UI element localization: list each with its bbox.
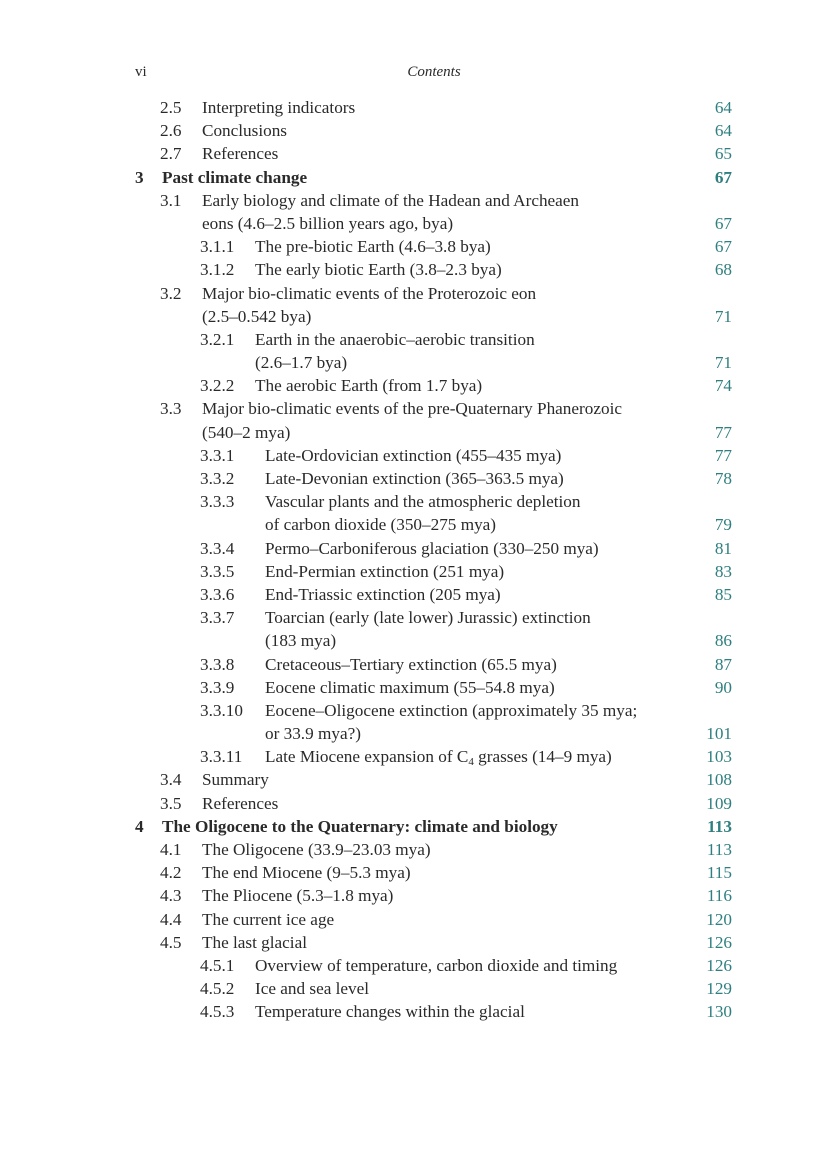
toc-entry-number: 4.4 — [160, 909, 182, 929]
toc-entry-number: 4 — [135, 816, 144, 836]
toc-entry — [0, 305, 823, 328]
table-of-contents — [0, 96, 823, 1024]
toc-entry-title: Permo–Carboniferous glaciation (330–250 mya) — [265, 538, 599, 558]
toc-entry-title: Early biology and climate of the Hadean and Archeaen — [202, 190, 580, 210]
toc-entry-number: 4.2 — [160, 863, 182, 883]
toc-entry-title: The pre-biotic Earth (4.6–3.8 bya) — [255, 237, 491, 257]
toc-entry-number: 3.4 — [160, 770, 182, 790]
toc-page-link[interactable]: 78 — [714, 469, 732, 488]
toc-entry-title: (540–2 mya) — [202, 422, 291, 442]
toc-entry — [0, 328, 823, 351]
toc-entry-title: The Oligocene (33.9–23.03 mya) — [202, 840, 431, 859]
toc-entry-number: 4.1 — [160, 840, 182, 859]
toc-entry-number: 3 — [135, 167, 144, 187]
toc-entry-title: The Pliocene (5.3–1.8 mya) — [202, 886, 394, 906]
toc-entry-title: Late-Devonian extinction (365–363.5 mya) — [265, 469, 564, 488]
toc-page-link[interactable]: 67 — [714, 167, 732, 187]
toc-entry-title: Past climate change — [162, 167, 308, 187]
toc-entry-number: 2.6 — [160, 121, 182, 141]
toc-entry-number: 3.3.3 — [200, 492, 235, 512]
toc-page-link[interactable]: 126 — [706, 955, 732, 975]
toc-entry — [0, 397, 823, 420]
toc-page-link[interactable]: 130 — [706, 1002, 732, 1022]
toc-entry-title: eons (4.6–2.5 billion years ago, bya) — [202, 213, 454, 233]
toc-page-link[interactable]: 120 — [706, 909, 732, 929]
toc-entry-number: 4.5 — [160, 932, 182, 952]
toc-entry — [0, 838, 823, 861]
toc-entry — [0, 142, 823, 165]
toc-entry — [0, 861, 823, 884]
toc-chapter-entry — [0, 815, 823, 838]
toc-entry-title: Ice and sea level — [255, 979, 370, 999]
toc-entry-title: The early biotic Earth (3.8–2.3 bya) — [255, 260, 502, 280]
toc-entry-title-part: grasses (14–9 mya) — [473, 747, 612, 767]
toc-entry — [0, 583, 823, 606]
toc-entry-number: 2.5 — [160, 98, 182, 117]
toc-entry — [0, 745, 823, 768]
toc-page-link[interactable]: 101 — [706, 724, 732, 744]
toc-entry-number: 3.3.11 — [200, 747, 243, 767]
toc-page-link[interactable]: 77 — [714, 422, 732, 442]
toc-entry — [0, 537, 823, 560]
toc-entry — [0, 119, 823, 142]
toc-entry — [0, 606, 823, 629]
toc-entry — [0, 560, 823, 583]
page-number: vi — [135, 64, 147, 80]
toc-entry-title: References — [202, 793, 279, 813]
toc-entry — [0, 351, 823, 374]
toc-entry — [0, 768, 823, 791]
running-header — [135, 64, 733, 86]
toc-entry-title: Major bio-climatic events of the pre-Quaternary Phanerozoic — [202, 399, 622, 419]
toc-entry-number: 3.1.1 — [200, 237, 235, 257]
toc-entry — [0, 908, 823, 931]
toc-entry-title: The aerobic Earth (from 1.7 bya) — [255, 376, 483, 396]
toc-page-link[interactable]: 87 — [714, 654, 732, 674]
toc-entry — [0, 699, 823, 722]
toc-entry — [0, 884, 823, 907]
toc-entry-number: 4.3 — [160, 886, 182, 906]
toc-entry-title: End-Permian extinction (251 mya) — [265, 561, 505, 581]
toc-page-link[interactable]: 83 — [714, 561, 732, 581]
toc-entry-number: 3.3.2 — [200, 469, 235, 488]
toc-entry-number: 4.5.3 — [200, 1002, 235, 1022]
toc-entry-title: Cretaceous–Tertiary extinction (65.5 mya) — [265, 654, 557, 674]
toc-entry — [0, 676, 823, 699]
toc-entry-number: 3.3.9 — [200, 677, 235, 697]
toc-entry-title — [265, 745, 612, 768]
toc-entry — [0, 629, 823, 652]
toc-entry-number: 3.3.8 — [200, 654, 235, 674]
toc-entry — [0, 282, 823, 305]
toc-entry-title: Earth in the anaerobic–aerobic transition — [255, 329, 535, 349]
toc-entry — [0, 722, 823, 745]
toc-entry — [0, 258, 823, 281]
toc-entry — [0, 653, 823, 676]
toc-page-link[interactable]: 129 — [706, 979, 732, 999]
toc-entry-number: 3.3.1 — [200, 445, 235, 465]
toc-page-link[interactable]: 90 — [714, 677, 732, 697]
toc-entry-title: of carbon dioxide (350–275 mya) — [265, 515, 497, 535]
toc-page-link[interactable]: 126 — [706, 932, 732, 952]
toc-entry-title: Overview of temperature, carbon dioxide and timing — [255, 955, 618, 975]
toc-page-link[interactable]: 113 — [707, 816, 732, 836]
toc-page-link[interactable]: 79 — [714, 515, 732, 535]
toc-entry — [0, 212, 823, 235]
toc-entry-title: The last glacial — [202, 932, 307, 952]
toc-entry-title: Late-Ordovician extinction (455–435 mya) — [265, 445, 562, 465]
toc-page-link[interactable]: 113 — [706, 840, 732, 859]
toc-entry-title: The Oligocene to the Quaternary: climate and biology — [162, 816, 558, 836]
toc-entry-title: Summary — [202, 770, 269, 790]
toc-entry-title: Temperature changes within the glacial — [255, 1002, 525, 1022]
toc-entry-number: 3.1.2 — [200, 260, 235, 280]
toc-entry-number: 3.2.1 — [200, 329, 235, 349]
toc-page-link[interactable]: 103 — [706, 747, 732, 767]
toc-entry-number: 3.5 — [160, 793, 182, 813]
toc-entry — [0, 374, 823, 397]
toc-entry — [0, 96, 823, 119]
toc-entry-number: 4.5.1 — [200, 955, 235, 975]
toc-entry-number: 3.3.7 — [200, 608, 235, 628]
toc-entry-title-part: Late Miocene expansion of C — [265, 747, 469, 767]
toc-page-link[interactable]: 115 — [706, 863, 732, 883]
toc-page-link[interactable]: 116 — [706, 886, 732, 906]
toc-page-link[interactable]: 71 — [714, 353, 732, 373]
toc-entry — [0, 189, 823, 212]
toc-entry — [0, 421, 823, 444]
toc-entry-number: 3.3.5 — [200, 561, 235, 581]
toc-entry — [0, 931, 823, 954]
toc-entry-title: (2.5–0.542 bya) — [202, 306, 312, 326]
toc-page-link[interactable]: 108 — [706, 770, 732, 790]
toc-entry-title: (183 mya) — [265, 631, 337, 651]
toc-entry — [0, 513, 823, 536]
toc-entry-title: Interpreting indicators — [202, 98, 356, 117]
toc-entry-number: 3.3.6 — [200, 584, 235, 604]
toc-entry — [0, 467, 823, 490]
toc-entry-title: Major bio-climatic events of the Proterozoic eon — [202, 283, 537, 303]
toc-page-link[interactable]: 67 — [714, 237, 732, 257]
toc-entry — [0, 977, 823, 1000]
subscript: 4 — [468, 756, 474, 769]
toc-entry-title: The end Miocene (9–5.3 mya) — [202, 863, 411, 883]
toc-page-link[interactable]: 64 — [714, 98, 732, 117]
toc-entry-number: 2.7 — [160, 144, 182, 164]
toc-entry-number: 3.2 — [160, 283, 182, 303]
toc-entry-number: 3.1 — [160, 190, 182, 210]
toc-page-link[interactable]: 86 — [714, 631, 732, 651]
toc-entry-title: Conclusions — [202, 121, 287, 141]
toc-entry — [0, 954, 823, 977]
toc-page-link[interactable]: 109 — [706, 793, 732, 813]
toc-chapter-entry — [0, 166, 823, 189]
toc-page-link[interactable]: 85 — [714, 584, 732, 604]
toc-entry-title: The current ice age — [202, 909, 335, 929]
toc-entry — [0, 1000, 823, 1023]
toc-entry — [0, 235, 823, 258]
toc-entry-title: (2.6–1.7 bya) — [255, 353, 348, 373]
toc-page-link[interactable]: 77 — [714, 445, 732, 465]
toc-page-link[interactable]: 64 — [714, 121, 732, 141]
toc-page-link[interactable]: 67 — [714, 213, 732, 233]
running-title: Contents — [407, 64, 461, 80]
toc-entry — [0, 490, 823, 513]
toc-entry-title: Toarcian (early (late lower) Jurassic) extinction — [265, 608, 591, 628]
toc-entry — [0, 444, 823, 467]
toc-entry-number: 3.3.10 — [200, 700, 243, 720]
toc-entry-number: 3.2.2 — [200, 376, 235, 396]
toc-entry-title: Eocene–Oligocene extinction (approximately 35 mya; — [265, 700, 638, 720]
toc-entry-title: or 33.9 mya?) — [265, 724, 361, 744]
toc-page-link[interactable]: 81 — [714, 538, 732, 558]
toc-page-link[interactable]: 71 — [714, 306, 732, 326]
toc-entry-title: References — [202, 144, 279, 164]
toc-entry-title: End-Triassic extinction (205 mya) — [265, 584, 501, 604]
toc-page-link[interactable]: 68 — [714, 260, 732, 280]
toc-entry — [0, 792, 823, 815]
toc-entry-number: 4.5.2 — [200, 979, 235, 999]
toc-entry-title: Vascular plants and the atmospheric depletion — [265, 492, 581, 512]
toc-entry-title: Eocene climatic maximum (55–54.8 mya) — [265, 677, 555, 697]
toc-entry-number: 3.3.4 — [200, 538, 235, 558]
toc-page-link[interactable]: 65 — [714, 144, 732, 164]
toc-entry-number: 3.3 — [160, 399, 182, 419]
toc-page-link[interactable]: 74 — [714, 376, 732, 396]
